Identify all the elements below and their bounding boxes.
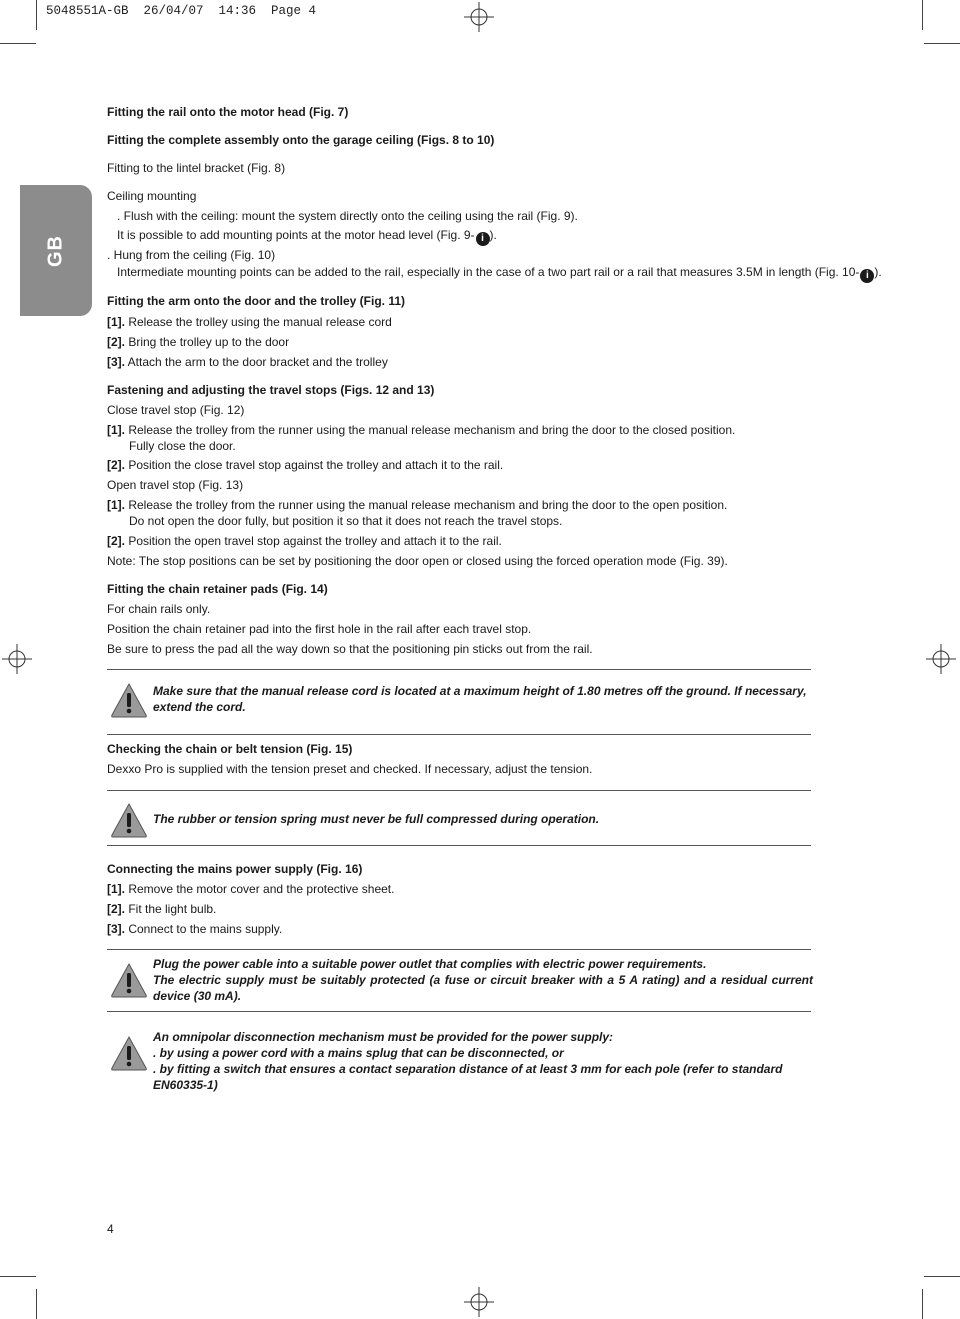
- warning-triangle-icon: [110, 962, 148, 998]
- paragraph: Position the chain retainer pad into the first hole in the rail after each travel stop.: [107, 622, 532, 636]
- list-item: [1]. Remove the motor cover and the protective sheet.: [107, 882, 395, 896]
- warning-text: . by using a power cord with a mains splug that can be disconnected, or: [153, 1046, 564, 1060]
- divider: [107, 949, 811, 950]
- list-item: [1]. Release the trolley using the manual release cord: [107, 315, 392, 329]
- trim-mark: [922, 1289, 923, 1319]
- registration-mark-icon: [464, 2, 494, 32]
- paragraph: Do not open the door fully, but position it so that it does not reach the travel stops.: [129, 514, 563, 528]
- paragraph: . Hung from the ceiling (Fig. 10): [107, 248, 276, 262]
- paragraph: Be sure to press the pad all the way down so that the positioning pin sticks out from the rail.: [107, 642, 593, 656]
- paragraph: For chain rails only.: [107, 602, 211, 616]
- section-heading: Fastening and adjusting the travel stops (Figs. 12 and 13): [107, 383, 435, 397]
- subsection-heading: Close travel stop (Fig. 12): [107, 403, 245, 417]
- trim-mark: [36, 1289, 37, 1319]
- list-item: [3]. Attach the arm to the door bracket and the trolley: [107, 355, 388, 369]
- list-item: [3]. Connect to the mains supply.: [107, 922, 283, 936]
- registration-mark-icon: [464, 1287, 494, 1317]
- subsection-heading: Fitting to the lintel bracket (Fig. 8): [107, 161, 286, 175]
- list-item: [1]. Release the trolley from the runner using the manual release mechanism and bring the door to the open position.: [107, 498, 728, 512]
- subsection-heading: Ceiling mounting: [107, 189, 197, 203]
- divider: [107, 790, 811, 791]
- language-tab-label: GB: [44, 234, 67, 267]
- warning-text: The electric supply must be suitably protected (a fuse or circuit breaker with a 5 A rating) and a residual current device (30 mA).: [153, 973, 813, 1003]
- list-item: [2]. Position the close travel stop against the trolley and attach it to the rail.: [107, 458, 504, 472]
- warning-triangle-icon: [110, 1035, 148, 1071]
- note: Note: The stop positions can be set by positioning the door open or closed using the forced operation mode (Fig. 39).: [107, 554, 728, 568]
- divider: [107, 1011, 811, 1012]
- paragraph: . Flush with the ceiling: mount the system directly onto the ceiling using the rail (Fig. 9).: [117, 209, 578, 223]
- trim-mark: [924, 1276, 960, 1277]
- warning-text: The rubber or tension spring must never be full compressed during operation.: [153, 812, 600, 826]
- warning-text: An omnipolar disconnection mechanism must be provided for the power supply:: [153, 1030, 614, 1044]
- list-item: [1]. Release the trolley from the runner using the manual release mechanism and bring the door to the closed position.: [107, 423, 736, 437]
- list-item: [2]. Bring the trolley up to the door: [107, 335, 290, 349]
- section-heading: Fitting the arm onto the door and the trolley (Fig. 11): [107, 294, 406, 308]
- section-heading: Fitting the complete assembly onto the garage ceiling (Figs. 8 to 10): [107, 133, 495, 147]
- print-slug: 5048551A-GB 26/04/07 14:36 Page 4: [46, 4, 317, 18]
- paragraph: Fully close the door.: [129, 439, 236, 453]
- registration-mark-icon: [2, 644, 32, 674]
- info-circle-icon: i: [476, 232, 490, 246]
- trim-mark: [0, 1276, 36, 1277]
- warning-text: Plug the power cable into a suitable power outlet that complies with electric power requirements.: [153, 957, 707, 971]
- paragraph: It is possible to add mounting points at the motor head level (Fig. 9- i ).: [117, 228, 497, 244]
- list-item: [2]. Fit the light bulb.: [107, 902, 217, 916]
- trim-mark: [0, 43, 36, 44]
- warning-triangle-icon: [110, 682, 148, 718]
- divider: [107, 734, 811, 735]
- warning-triangle-icon: [110, 802, 148, 838]
- info-circle-icon: i: [860, 269, 874, 283]
- divider: [107, 669, 811, 670]
- language-tab: [20, 185, 92, 316]
- list-item: [2]. Position the open travel stop against the trolley and attach it to the rail.: [107, 534, 502, 548]
- trim-mark: [924, 43, 960, 44]
- warning-text: Make sure that the manual release cord is located at a maximum height of 1.80 metres off the ground. If necessary, extend the cord.: [153, 684, 807, 714]
- section-heading: Checking the chain or belt tension (Fig. 15): [107, 742, 353, 756]
- section-heading: Connecting the mains power supply (Fig. 16): [107, 862, 363, 876]
- section-heading: Fitting the rail onto the motor head (Fig. 7): [107, 105, 349, 119]
- trim-mark: [922, 0, 923, 30]
- trim-mark: [36, 0, 37, 30]
- page-number: 4: [107, 1222, 114, 1236]
- section-heading: Fitting the chain retainer pads (Fig. 14): [107, 582, 328, 596]
- warning-text: . by fitting a switch that ensures a contact separation distance of at least 3 mm for each pole (refer to standard EN60335-1): [153, 1062, 783, 1092]
- divider: [107, 845, 811, 846]
- subsection-heading: Open travel stop (Fig. 13): [107, 478, 244, 492]
- paragraph: Intermediate mounting points can be added to the rail, especially in the case of a two part rail or a rail that measures 3.5M in length (Fig. 10- i ).: [117, 265, 882, 281]
- paragraph: Dexxo Pro is supplied with the tension preset and checked. If necessary, adjust the tension.: [107, 762, 593, 776]
- registration-mark-icon: [926, 644, 956, 674]
